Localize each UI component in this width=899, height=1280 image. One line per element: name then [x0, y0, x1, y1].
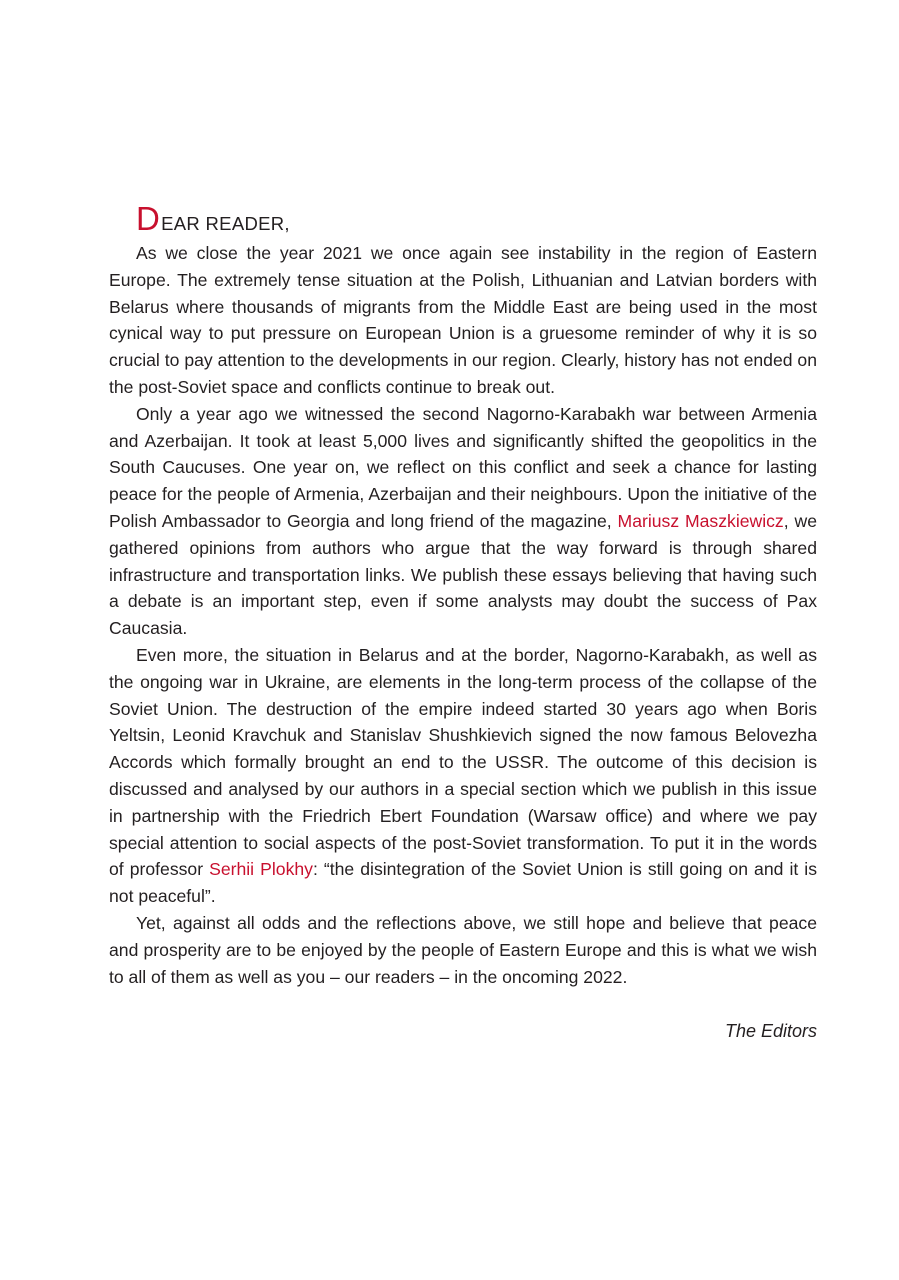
greeting-text: EAR READER, — [161, 213, 290, 234]
editorial-letter — [109, 200, 817, 1044]
greeting-heading — [136, 200, 817, 238]
person-name-highlight: Mariusz Maszkiewicz — [617, 510, 784, 531]
paragraph-1: As we close the year 2021 we once again see instability in the region of Eastern Europe. The extremely tense situation at the Polish, Lithuanian and Latvian borders with Belarus where thousands of migrants from the Middle East are being used in the most cynical way to put pressure on European Union is a gruesome reminder of why it is so crucial to pay attention to the developments in our region. Clearly, history has not ended on the post-Soviet space and conflicts continue to break out. — [109, 243, 817, 397]
paragraph-2-tail: , we gathered opinions from authors who argue that the way forward is through shared infrastructure and transportation links. We publish these essays believing that having such a debate is an important step, even if some analysts may doubt the success of Pax Caucasia. — [109, 510, 817, 639]
paragraph-2-lead: Only a year ago we witnessed the second Nagorno-Karabakh war between Armenia and Azerbaijan. It took at least 5,000 lives and significantly shifted the geopolitics in the South Caucuses. One year on, we reflect on this conflict and seek a chance for lasting peace for the people of Armenia, Azerbaijan and their neighbours. Upon the initiative of the Polish Ambassador to Georgia and long friend of the magazine, — [109, 403, 817, 531]
paragraph-3-tail: : “the disintegration of the Soviet Union is still going on and it is not peaceful”. — [109, 859, 817, 907]
paragraph-4: Yet, against all odds and the reflections above, we still hope and believe that peace and prosperity are to be enjoyed by the people of Eastern Europe and this is what we wish to all of them as well as you – our readers – in the oncoming 2022. — [109, 912, 817, 987]
paragraph-3-lead: Even more, the situation in Belarus and at the border, Nagorno-Karabakh, as well as the ongoing war in Ukraine, are elements in the long-term process of the collapse of the Soviet Union. The destruction of the empire indeed started 30 years ago when Boris Yeltsin, Leonid Kravchuk and Stanislav Shushkievich signed the now famous Belovezha Accords which formally brought an end to the USSR. The outcome of this decision is discussed and analysed by our authors in a special section which we publish in this issue in partnership with the Friedrich Ebert Foundation (Warsaw office) and where we pay special attention to social aspects of the post-Soviet transformation. To put it in the words of professor — [109, 644, 817, 880]
paragraph-3 — [109, 642, 817, 910]
person-name-highlight: Serhii Plokhy — [209, 859, 313, 880]
signature: The Editors — [724, 1021, 817, 1042]
paragraph-2 — [109, 401, 817, 642]
drop-cap: D — [136, 200, 161, 237]
